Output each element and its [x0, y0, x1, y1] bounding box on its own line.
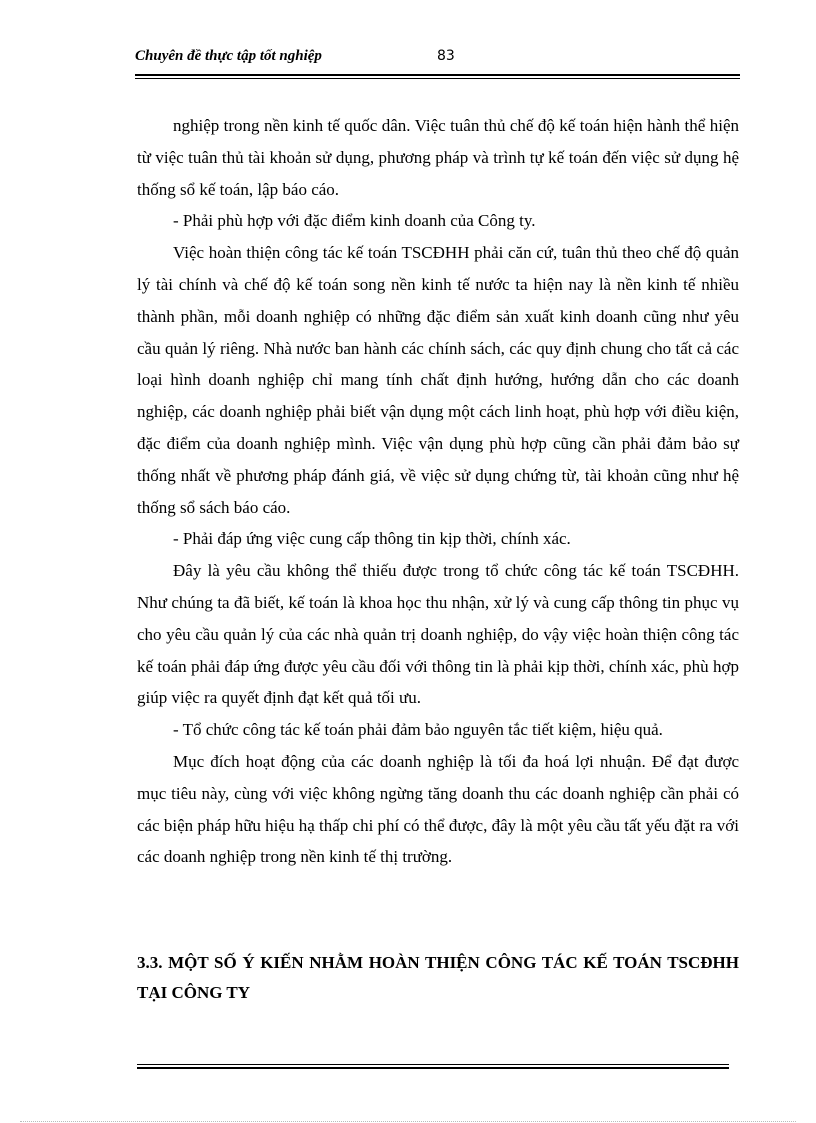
page-number: 83 [437, 48, 455, 64]
section-heading: 3.3. MỘT SỐ Ý KIẾN NHẰM HOÀN THIỆN CÔNG TÁC KẾ TOÁN TSCĐHH TẠI CÔNG TY [137, 953, 739, 1002]
paragraph: - Phải đáp ứng việc cung cấp thông tin kịp thời, chính xác. [173, 529, 571, 549]
header-rule-thin [135, 78, 740, 79]
page-header [135, 48, 740, 70]
footer-rule-thick [137, 1067, 729, 1069]
paragraph: Đây là yêu cầu không thể thiếu được trong tổ chức công tác kế toán TSCĐHH. Như chúng ta đã biết, kế toán là khoa học thu nhận, xử lý và cung cấp thông tin phục vụ cho yêu cầu quản lý của các nhà quản trị doanh nghiệp, do vậy việc hoàn thiện công tác kế toán phải đáp ứng được yêu cầu đối với thông tin là phải kịp thời, chính xác, phù hợp giúp việc ra quyết định đạt kết quả tối ưu. [137, 561, 739, 708]
paragraph: Mục đích hoạt động của các doanh nghiệp là tối đa hoá lợi nhuận. Để đạt được mục tiêu này, cùng với việc không ngừng tăng doanh thu các doanh nghiệp cần phải có các biện pháp hữu hiệu hạ thấp chi phí có thể được, đây là một yêu cầu tất yếu đặt ra với các doanh nghiệp trong nền kinh tế thị trường. [137, 751, 739, 867]
paragraph: - Tổ chức công tác kế toán phải đảm bảo nguyên tắc tiết kiệm, hiệu quả. [173, 720, 663, 740]
paragraph: nghiệp trong nền kinh tế quốc dân. Việc tuân thủ chế độ kế toán hiện hành thể hiện từ việc tuân thủ tài khoản sử dụng, phương pháp và trình tự kế toán đến việc sử dụng hệ thống sổ kế toán, lập báo cáo. [137, 116, 739, 199]
header-title: Chuyên đề thực tập tốt nghiệp [135, 48, 322, 64]
footer-rule-thin [137, 1064, 729, 1065]
paragraph: Việc hoàn thiện công tác kế toán TSCĐHH phải căn cứ, tuân thủ theo chế độ quản lý tài chính và chế độ kế toán song nền kinh tế nước ta hiện nay là nền kinh tế nhiều thành phần, mỗi doanh nghiệp có những đặc điểm sản xuất kinh doanh cũng như yêu cầu quản lý riêng. Nhà nước ban hành các chính sách, các quy định chung cho tất cả các loại hình doanh nghiệp chỉ mang tính chất định hướng, hướng dẫn cho các doanh nghiệp, các doanh nghiệp phải biết vận dụng một cách linh hoạt, phù hợp với điều kiện, đặc điểm của doanh nghiệp mình. Việc vận dụng phù hợp cũng cần phải đảm bảo sự thống nhất về phương pháp đánh giá, về việc sử dụng chứng từ, tài khoản cũng như hệ thống sổ sách báo cáo. [137, 243, 739, 517]
paragraph: - Phải phù hợp với đặc điểm kinh doanh của Công ty. [173, 211, 536, 231]
header-rule-thick [135, 74, 740, 76]
body-text [137, 110, 739, 873]
page-edge-dotted-line [20, 1121, 796, 1122]
